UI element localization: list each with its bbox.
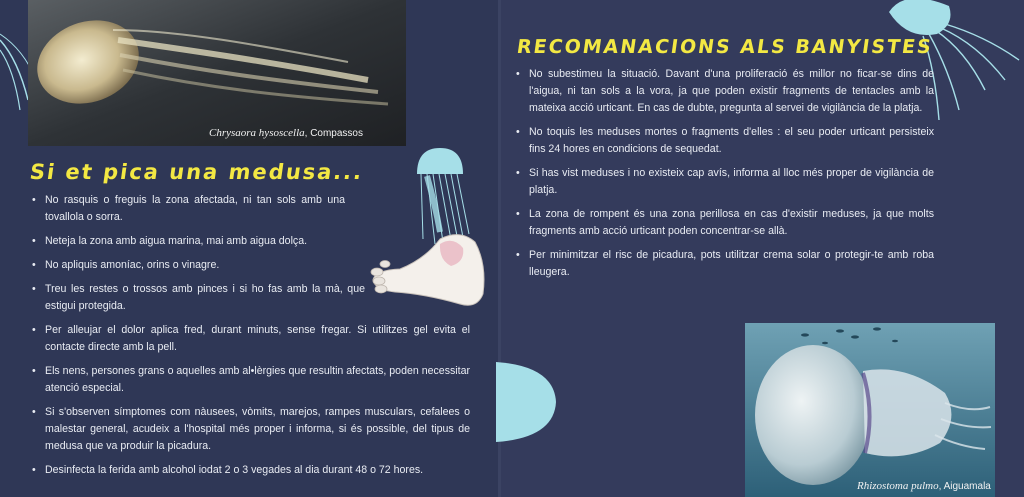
sting-tips-list — [30, 192, 470, 486]
species-name: Chrysaora hysoscella — [209, 127, 305, 139]
jellyfish-bell-illustration — [496, 362, 558, 442]
photo-credit: , Aiguamala — [938, 481, 991, 492]
jellyfish-photo-rhizostoma — [745, 323, 995, 497]
list-item: • Els nens, persones grans o aquelles amb al•lèrgies que resultin afectats, poden necessitar atenció especial. — [30, 363, 470, 397]
list-item: • Treu les restes o trossos amb pinces i si ho fas amb la mà, que estigui protegida. — [30, 281, 365, 315]
photo-caption-chrysaora — [209, 127, 363, 139]
list-item: • Desinfecta la ferida amb alcohol iodat 2 o 3 vegades al dia durant 48 o 72 hores. — [30, 462, 470, 479]
swimmers-tips-list — [514, 66, 934, 288]
species-name: Rhizostoma pulmo — [857, 480, 939, 492]
jellyfish-photo-chrysaora — [28, 0, 406, 146]
photo-credit: , Compassos — [304, 128, 363, 139]
list-item: • No apliquis amoníac, orins o vinagre. — [30, 257, 470, 274]
photo-caption-rhizostoma — [857, 480, 991, 492]
list-item: • La zona de rompent és una zona perillosa en cas d'existir meduses, ja que molts fragments amb acció urticant poden concentrar-se allà. — [514, 206, 934, 240]
list-item: • No rasquis o freguis la zona afectada, ni tan sols amb una tovallola o sorra. — [30, 192, 345, 226]
list-item: • No toquis les meduses mortes o fragments d'elles : el seu poder urticant persisteix fins 24 hores en condicions de sequedat. — [514, 124, 934, 158]
list-item: • Si s'observen símptomes com nàusees, vòmits, marejos, rampes musculars, cefalees o malestar general, acudeix a l'hospital més proper i informa, si és possible, del tipus de medusa que va produir la picadura. — [30, 404, 470, 455]
list-item: • No subestimeu la situació. Davant d'una proliferació és millor no ficar-se dins de l'aigua, ni tan sols a la vora, ja que poden existir fragments de tentacles amb la mateixa acció urticant. En cas de dubte, pregunta al servei de vigilància de la platja. — [514, 66, 934, 117]
list-item: • Si has vist meduses i no existeix cap avís, informa al lloc més proper de vigilància de platja. — [514, 165, 934, 199]
sting-section-title: Si et pica una medusa... — [28, 160, 366, 184]
list-item: • Neteja la zona amb aigua marina, mai amb aigua dolça. — [30, 233, 470, 250]
swimmers-section-title: RECOMANACIONS ALS BANYISTES — [515, 36, 935, 58]
list-item: • Per alleujar el dolor aplica fred, durant minuts, sense fregar. Si utilitzes gel evita el contacte directe amb la pell. — [30, 322, 470, 356]
list-item: • Per minimitzar el risc de picadura, pots utilitzar crema solar o protegir-te amb roba lleugera. — [514, 247, 934, 281]
